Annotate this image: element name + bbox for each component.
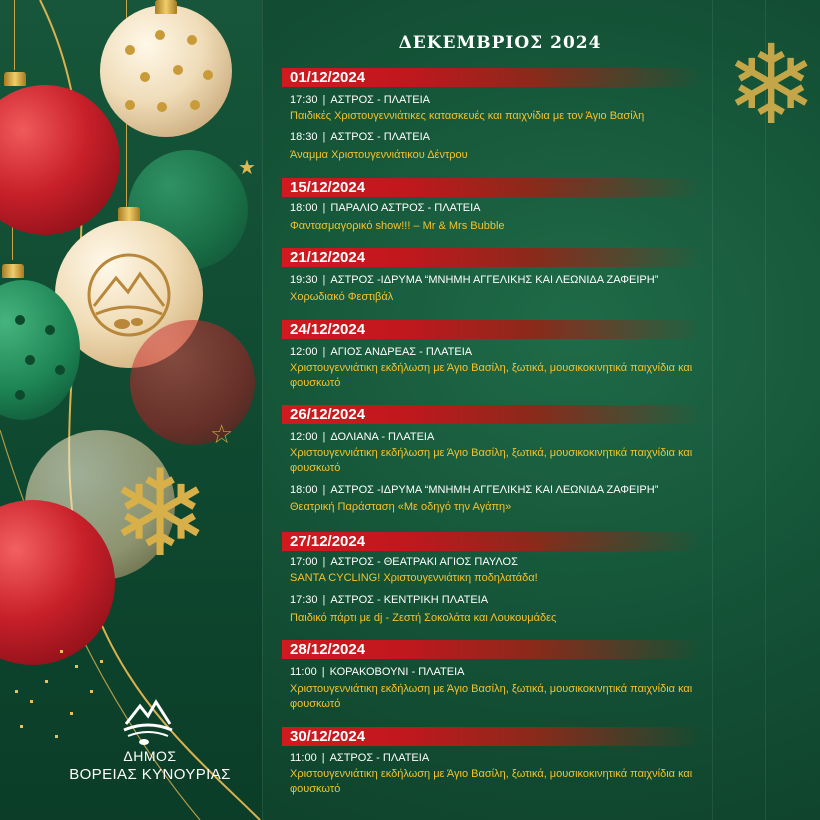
event-description: Χριστουγεννιάτικη εκδήλωση με Άγιο Βασίλη, ξωτικά, μουσικοκινητικά παιχνίδια και φουσκωτό — [290, 683, 693, 710]
event-header — [290, 131, 430, 143]
dots-pattern — [100, 5, 232, 137]
event-description: SANTA CYCLING! Χριστουγεννιάτικη ποδηλατάδα! — [290, 572, 538, 584]
separator: | — [322, 202, 326, 214]
month-title: ΔΕΚΕΜΒΡΙΟΣ 2024 — [398, 33, 602, 53]
star-icon: ★ — [238, 155, 256, 179]
confetti — [55, 735, 58, 738]
event-date: 26/12/2024 — [290, 406, 366, 423]
separator: | — [321, 752, 325, 764]
separator: | — [322, 556, 326, 568]
date-bar — [282, 727, 702, 746]
event-description: Χορωδιακό Φεστιβάλ — [290, 291, 394, 303]
red-ornament-blurred — [130, 320, 255, 445]
date-bar — [282, 640, 702, 659]
event-date: 28/12/2024 — [290, 641, 366, 658]
event-time: 18:00 — [290, 484, 318, 496]
event-time: 12:00 — [290, 431, 318, 443]
confetti — [30, 700, 33, 703]
confetti — [90, 690, 93, 693]
event-description: Χριστουγεννιάτικη εκδήλωση με Άγιο Βασίλη, ξωτικά, μουσικοκινητικά παιχνίδια και φουσκωτό — [290, 447, 693, 474]
event-time: 17:00 — [290, 556, 318, 568]
event-header — [290, 666, 464, 678]
date-bar — [282, 532, 702, 551]
event-time: 18:30 — [290, 131, 318, 143]
event-time: 17:30 — [290, 594, 318, 606]
event-description: Παιδικό πάρτι με dj - Ζεστή Σοκολάτα και Λουκουμάδες — [290, 612, 557, 624]
dots-pattern — [0, 290, 80, 420]
separator: | — [322, 274, 326, 286]
date-bar — [282, 68, 702, 87]
event-description: Χριστουγεννιάτικη εκδήλωση με Άγιο Βασίλη, ξωτικά, μουσικοκινητικά παιχνίδια και φουσκωτό — [290, 362, 693, 389]
confetti — [70, 712, 73, 715]
separator: | — [322, 346, 326, 358]
confetti — [15, 690, 18, 693]
municipality-logo-icon — [118, 690, 178, 745]
ornament-cap — [118, 207, 140, 221]
separator: | — [322, 94, 326, 106]
event-time: 19:30 — [290, 274, 318, 286]
event-date: 01/12/2024 — [290, 69, 366, 86]
separator: | — [322, 594, 326, 606]
confetti — [75, 665, 78, 668]
event-date: 27/12/2024 — [290, 533, 366, 550]
logo-line2: ΒΟΡΕΙΑΣ ΚΥΝΟΥΡΙΑΣ — [69, 766, 231, 783]
event-header — [290, 594, 488, 606]
event-header — [290, 346, 472, 358]
event-place: ΑΣΤΡΟΣ -ΙΔΡΥΜΑ “ΜΝΗΜΗ ΑΓΓΕΛΙΚΗΣ ΚΑΙ ΛΕΩΝΙΔΑ ΖΑΦΕΙΡΗ” — [330, 274, 659, 286]
ornament-cap — [4, 72, 26, 86]
event-place: ΚΟΡΑΚΟΒΟΥΝΙ - ΠΛΑΤΕΙΑ — [329, 666, 465, 678]
event-time: 11:00 — [290, 752, 317, 764]
event-place: ΑΓΙΟΣ ΑΝΔΡΕΑΣ - ΠΛΑΤΕΙΑ — [330, 346, 473, 358]
event-place: ΠΑΡΑΛΙΟ ΑΣΤΡΟΣ - ΠΛΑΤΕΙΑ — [330, 202, 481, 214]
event-description: Παιδικές Χριστουγεννιάτικες κατασκευές και παιχνίδια με τον Άγιο Βασίλη — [290, 110, 645, 122]
logo-line1: ΔΗΜΟΣ — [123, 748, 177, 764]
event-place: ΔΟΛΙΑΝΑ - ΠΛΑΤΕΙΑ — [330, 431, 435, 443]
event-place: ΑΣΤΡΟΣ -ΙΔΡΥΜΑ “ΜΝΗΜΗ ΑΓΓΕΛΙΚΗΣ ΚΑΙ ΛΕΩΝΙΔΑ ΖΑΦΕΙΡΗ” — [330, 484, 659, 496]
event-header — [290, 202, 481, 214]
confetti — [20, 725, 23, 728]
event-date: 30/12/2024 — [290, 728, 366, 745]
event-header — [290, 94, 430, 106]
event-time: 17:30 — [290, 94, 318, 106]
separator: | — [321, 666, 325, 678]
event-date: 15/12/2024 — [290, 179, 366, 196]
snowflake-icon: ❄ — [725, 21, 818, 149]
event-header — [290, 752, 429, 764]
ornament-string — [14, 0, 15, 70]
event-header — [290, 431, 434, 443]
ornament-cap — [2, 264, 24, 278]
event-date: 24/12/2024 — [290, 321, 366, 338]
separator: | — [322, 131, 326, 143]
divider — [262, 0, 263, 820]
event-place: ΑΣΤΡΟΣ - ΠΛΑΤΕΙΑ — [329, 752, 430, 764]
event-place: ΑΣΤΡΟΣ - ΚΕΝΤΡΙΚΗ ΠΛΑΤΕΙΑ — [330, 594, 489, 606]
event-header — [290, 274, 658, 286]
event-description: Θεατρική Παράσταση «Με οδηγό την Αγάπη» — [290, 501, 512, 513]
date-bar — [282, 405, 702, 424]
event-header — [290, 484, 658, 496]
date-bar — [282, 320, 702, 339]
event-place: ΑΣΤΡΟΣ - ΠΛΑΤΕΙΑ — [330, 131, 430, 143]
event-time: 11:00 — [290, 666, 317, 678]
date-bar — [282, 178, 702, 197]
event-description: Χριστουγεννιάτικη εκδήλωση με Άγιο Βασίλη, ξωτικά, μουσικοκινητικά παιχνίδια και φουσκωτό — [290, 768, 693, 795]
date-bar — [282, 248, 702, 267]
confetti — [60, 650, 63, 653]
event-description: Άναμμα Χριστουγεννιάτικου Δέντρου — [290, 149, 468, 161]
decoration-panel — [0, 0, 262, 820]
event-date: 21/12/2024 — [290, 249, 366, 266]
event-header — [290, 556, 518, 568]
separator: | — [322, 484, 326, 496]
separator: | — [322, 431, 326, 443]
event-place: ΑΣΤΡΟΣ - ΠΛΑΤΕΙΑ — [330, 94, 430, 106]
confetti — [45, 680, 48, 683]
event-place: ΑΣΤΡΟΣ - ΘΕΑΤΡΑΚΙ ΑΓΙΟΣ ΠΑΥΛΟΣ — [330, 556, 518, 568]
event-time: 12:00 — [290, 346, 318, 358]
confetti — [100, 660, 103, 663]
snowflake-icon: ❄ — [110, 445, 211, 584]
event-time: 18:00 — [290, 202, 318, 214]
star-icon: ☆ — [210, 420, 234, 450]
event-description: Φαντασμαγορικό show!!! – Mr & Mrs Bubble — [290, 220, 505, 232]
